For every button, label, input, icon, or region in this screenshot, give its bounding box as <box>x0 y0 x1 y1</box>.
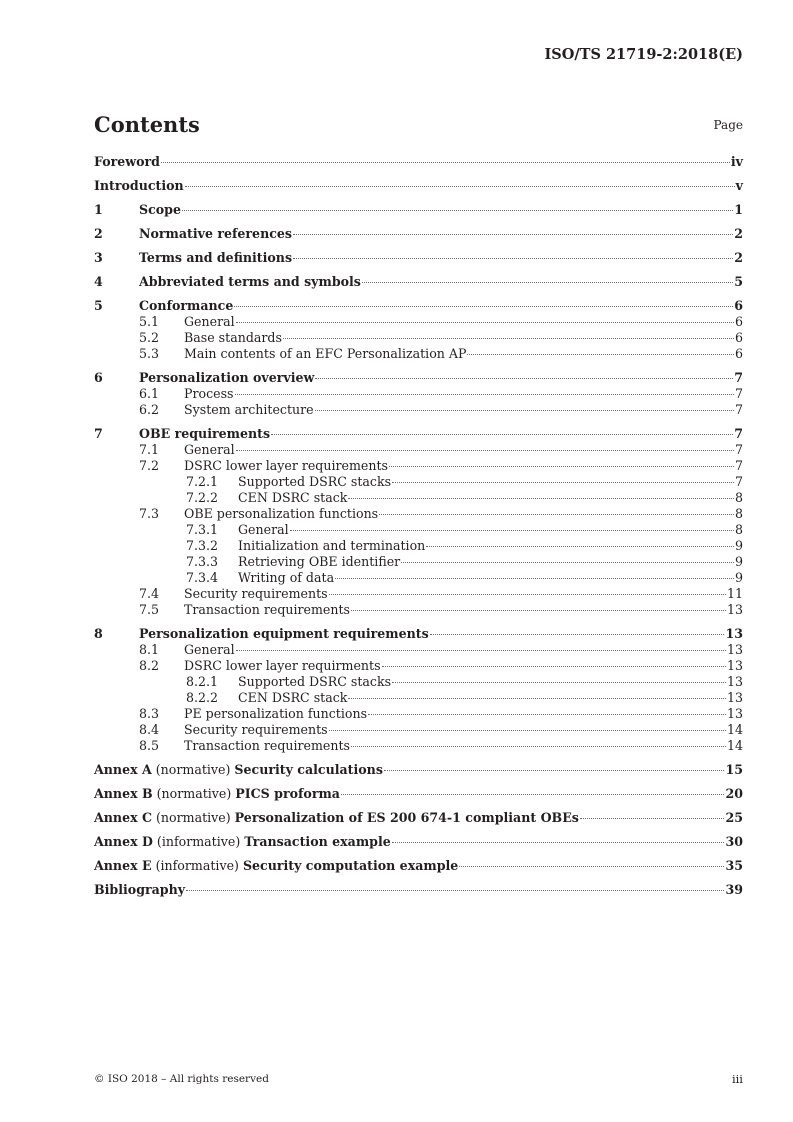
toc-entry-title: Personalization equipment requirements <box>139 626 429 641</box>
toc-entry-title: Base standards <box>184 330 282 345</box>
toc-entry-page: 35 <box>725 858 743 873</box>
toc-entry-title: General <box>184 442 235 457</box>
toc-entry-page: 2 <box>734 250 743 265</box>
toc-entry-number: 6 <box>94 370 103 385</box>
toc-entry-number: 7.4 <box>139 586 160 601</box>
toc-entry-title: OBE personalization functions <box>184 506 379 521</box>
toc-entry-number: 7.3.3 <box>186 554 219 569</box>
annex-label: Annex D <box>94 834 153 849</box>
toc-entry-page: 7 <box>734 458 743 473</box>
dot-leader <box>329 593 726 595</box>
toc-entry-page: 11 <box>726 586 743 601</box>
toc-entry-number: 8 <box>94 626 103 641</box>
toc-entry-title: DSRC lower layer requirements <box>184 458 389 473</box>
toc-entry[interactable] <box>94 762 743 778</box>
dot-leader <box>389 465 734 467</box>
toc-entry-title: Writing of data <box>238 570 335 585</box>
dot-leader <box>392 841 725 843</box>
dot-leader <box>426 545 734 547</box>
dot-leader <box>234 305 733 307</box>
toc-entry[interactable] <box>94 458 743 474</box>
page-number: iii <box>731 1072 743 1086</box>
toc-entry-number: 8.1 <box>139 642 160 657</box>
toc-entry-page: 7 <box>734 386 743 401</box>
toc-entry-title: Conformance <box>139 298 234 313</box>
toc-entry[interactable] <box>94 522 743 538</box>
dot-leader <box>335 577 734 579</box>
toc-entry-page: 7 <box>734 442 743 457</box>
toc-entry[interactable] <box>94 202 743 218</box>
copyright-notice: © ISO 2018 – All rights reserved <box>94 1073 269 1085</box>
toc-entry-title: System architecture <box>184 402 314 417</box>
toc-entry-page: 13 <box>726 602 743 617</box>
toc-entry-number: 4 <box>94 274 103 289</box>
toc-entry[interactable] <box>94 586 743 602</box>
dot-leader <box>392 481 734 483</box>
dot-leader <box>392 681 726 683</box>
page-column-label: Page <box>713 118 743 132</box>
toc-entry[interactable] <box>94 330 743 346</box>
toc-entry-number: 8.4 <box>139 722 160 737</box>
toc-entry[interactable] <box>94 490 743 506</box>
toc-entry-page: 9 <box>734 554 743 569</box>
toc-entry[interactable] <box>94 178 743 194</box>
toc-entry[interactable] <box>94 386 743 402</box>
toc-entry-title: Normative references <box>139 226 293 241</box>
toc-entry[interactable] <box>94 570 743 586</box>
toc-entry-title: Supported DSRC stacks <box>238 474 392 489</box>
toc-entry-title: Main contents of an EFC Personalization AP <box>184 346 467 361</box>
toc-entry-title: Bibliography <box>94 882 186 897</box>
toc-entry[interactable] <box>94 674 743 690</box>
toc-entry-title: Process <box>184 386 234 401</box>
toc-entry-number: 8.2.1 <box>186 674 219 689</box>
toc-entry-page: 13 <box>726 706 743 721</box>
annex-label: Annex C <box>94 810 153 825</box>
dot-leader <box>182 209 733 211</box>
toc-entry-number: 5.1 <box>139 314 160 329</box>
toc-entry-page: 9 <box>734 538 743 553</box>
toc-entry-page: 15 <box>725 762 743 777</box>
toc-entry-page: 13 <box>726 642 743 657</box>
toc-entry[interactable] <box>94 658 743 674</box>
toc-entry[interactable] <box>94 314 743 330</box>
toc-entry[interactable] <box>94 834 743 850</box>
toc-entry[interactable] <box>94 626 743 642</box>
toc-entry[interactable] <box>94 506 743 522</box>
toc-entry-number: 6.2 <box>139 402 160 417</box>
toc-entry[interactable] <box>94 298 743 314</box>
toc-entry-page: 7 <box>734 426 743 441</box>
toc-entry-title: OBE requirements <box>139 426 271 441</box>
dot-leader <box>351 609 726 611</box>
toc-entry[interactable] <box>94 554 743 570</box>
toc-entry-title: Transaction requirements <box>184 602 351 617</box>
toc-entry-number: 8.3 <box>139 706 160 721</box>
dot-leader <box>235 393 734 395</box>
toc-entry-number: 5.2 <box>139 330 160 345</box>
toc-entry-number: 7.3.1 <box>186 522 219 537</box>
dot-leader <box>379 513 734 515</box>
toc-entry[interactable] <box>94 810 743 826</box>
dot-leader <box>430 633 725 635</box>
dot-leader <box>351 745 726 747</box>
toc-entry-number: 7.3.2 <box>186 538 219 553</box>
toc-entry-title: Terms and definitions <box>139 250 293 265</box>
toc-entry-page: 6 <box>734 330 743 345</box>
toc-entry[interactable] <box>94 426 743 442</box>
toc-entry-page: 13 <box>726 674 743 689</box>
toc-entry[interactable] <box>94 858 743 874</box>
toc-entry-title: Security computation example <box>242 858 459 873</box>
dot-leader <box>236 649 726 651</box>
toc-entry-page: 20 <box>725 786 743 801</box>
toc-entry[interactable] <box>94 786 743 802</box>
toc-entry-title: Transaction requirements <box>184 738 351 753</box>
dot-leader <box>283 337 734 339</box>
toc-entry-number: 3 <box>94 250 103 265</box>
page-title: Contents <box>94 112 200 137</box>
document-id: ISO/TS 21719-2:2018(E) <box>544 46 743 63</box>
toc-entry[interactable] <box>94 442 743 458</box>
toc-entry-page: v <box>735 178 743 193</box>
dot-leader <box>293 233 733 235</box>
toc-entry-number: 7 <box>94 426 103 441</box>
dot-leader <box>315 377 733 379</box>
toc-entry-title: Security calculations <box>234 762 383 777</box>
toc-entry[interactable] <box>94 474 743 490</box>
toc-entry-number: 7.2.1 <box>186 474 219 489</box>
dot-leader <box>467 353 734 355</box>
dot-leader <box>341 793 725 795</box>
toc-entry-page: 6 <box>734 298 743 313</box>
toc-entry-page: 8 <box>734 490 743 505</box>
annex-label: Annex A <box>94 762 152 777</box>
toc-entry[interactable] <box>94 226 743 242</box>
dot-leader <box>348 497 734 499</box>
toc-entry-title: PICS proforma <box>235 786 340 801</box>
toc-entry-page: 6 <box>734 314 743 329</box>
dot-leader <box>186 889 724 891</box>
toc-entry-number: 6.1 <box>139 386 160 401</box>
toc-entry-page: 7 <box>734 474 743 489</box>
toc-entry-number: 2 <box>94 226 103 241</box>
dot-leader <box>329 729 726 731</box>
toc-entry-title: Security requirements <box>184 586 328 601</box>
dot-leader <box>348 697 726 699</box>
toc-entry-page: 30 <box>725 834 743 849</box>
annex-type: (normative) <box>156 810 231 825</box>
dot-leader <box>368 713 726 715</box>
dot-leader <box>459 865 724 867</box>
toc-entry-title: Transaction example <box>244 834 391 849</box>
toc-entry[interactable] <box>94 642 743 658</box>
toc-entry-title: Abbreviated terms and symbols <box>139 274 361 289</box>
toc-entry-title: Personalization of ES 200 674-1 compliant OBEs <box>234 810 579 825</box>
annex-type: (normative) <box>155 762 231 777</box>
annex-type: (normative) <box>156 786 232 801</box>
toc-entry[interactable] <box>94 274 743 290</box>
toc-entry-title: Scope <box>139 202 181 217</box>
toc-entry-page: 8 <box>734 522 743 537</box>
dot-leader <box>236 449 734 451</box>
toc-entry-page: iv <box>730 154 743 169</box>
toc-entry-page: 9 <box>734 570 743 585</box>
toc-entry-title: Personalization overview <box>139 370 315 385</box>
toc-entry-number: 8.2 <box>139 658 160 673</box>
toc-entry-number: 7.2 <box>139 458 160 473</box>
toc-entry-number: 1 <box>94 202 103 217</box>
toc-entry-number: 8.5 <box>139 738 160 753</box>
annex-label: Annex B <box>94 786 153 801</box>
toc-entry-page: 13 <box>726 658 743 673</box>
toc-entry[interactable] <box>94 154 743 170</box>
toc-entry-page: 2 <box>734 226 743 241</box>
toc-entry-number: 7.3 <box>139 506 160 521</box>
toc-entry-title: Supported DSRC stacks <box>238 674 392 689</box>
toc-entry-number: 5.3 <box>139 346 160 361</box>
toc-entry-number: 7.2.2 <box>186 490 219 505</box>
toc-entry-number: 7.1 <box>139 442 160 457</box>
toc-entry-title: Security requirements <box>184 722 328 737</box>
toc-entry-page: 14 <box>726 722 743 737</box>
toc-entry-title: PE personalization functions <box>184 706 368 721</box>
dot-leader <box>271 433 733 435</box>
toc-entry-page: 6 <box>734 346 743 361</box>
toc-entry[interactable] <box>94 690 743 706</box>
table-of-contents <box>94 154 743 898</box>
toc-entry-page: 14 <box>726 738 743 753</box>
toc-entry-number: 7.3.4 <box>186 570 219 585</box>
toc-entry[interactable] <box>94 402 743 418</box>
toc-entry[interactable] <box>94 722 743 738</box>
toc-entry-title: General <box>184 314 235 329</box>
annex-type: (informative) <box>156 834 241 849</box>
toc-entry-title: DSRC lower layer requirments <box>184 658 381 673</box>
toc-entry[interactable] <box>94 250 743 266</box>
toc-entry[interactable] <box>94 370 743 386</box>
dot-leader <box>236 321 734 323</box>
toc-entry-page: 25 <box>725 810 743 825</box>
toc-entry-title: Foreword <box>94 154 160 169</box>
toc-entry[interactable] <box>94 706 743 722</box>
dot-leader <box>290 529 734 531</box>
annex-label: Annex E <box>94 858 152 873</box>
annex-type: (informative) <box>155 858 239 873</box>
dot-leader <box>293 257 733 259</box>
toc-entry-title: Initialization and termination <box>238 538 426 553</box>
dot-leader <box>401 561 734 563</box>
dot-leader <box>315 409 734 411</box>
toc-entry-page: 1 <box>734 202 743 217</box>
toc-entry-title: Retrieving OBE identifier <box>238 554 401 569</box>
toc-entry-title: General <box>238 522 289 537</box>
toc-entry-page: 7 <box>734 402 743 417</box>
toc-entry[interactable] <box>94 602 743 618</box>
toc-entry-page: 13 <box>726 690 743 705</box>
toc-entry-number: 8.2.2 <box>186 690 219 705</box>
dot-leader <box>580 817 725 819</box>
toc-entry-title: Introduction <box>94 178 184 193</box>
toc-entry-number: 7.5 <box>139 602 160 617</box>
dot-leader <box>382 665 726 667</box>
toc-entry-page: 5 <box>734 274 743 289</box>
toc-entry-page: 7 <box>734 370 743 385</box>
dot-leader <box>384 769 725 771</box>
dot-leader <box>161 161 730 163</box>
toc-entry[interactable] <box>94 738 743 754</box>
dot-leader <box>185 185 735 187</box>
toc-entry[interactable] <box>94 538 743 554</box>
toc-entry[interactable] <box>94 346 743 362</box>
toc-entry-page: 13 <box>725 626 743 641</box>
dot-leader <box>362 281 733 283</box>
toc-entry-page: 8 <box>734 506 743 521</box>
toc-entry-title: CEN DSRC stack <box>238 690 348 705</box>
toc-entry[interactable] <box>94 882 743 898</box>
toc-entry-title: General <box>184 642 235 657</box>
toc-entry-title: CEN DSRC stack <box>238 490 348 505</box>
toc-entry-number: 5 <box>94 298 103 313</box>
toc-entry-page: 39 <box>725 882 743 897</box>
